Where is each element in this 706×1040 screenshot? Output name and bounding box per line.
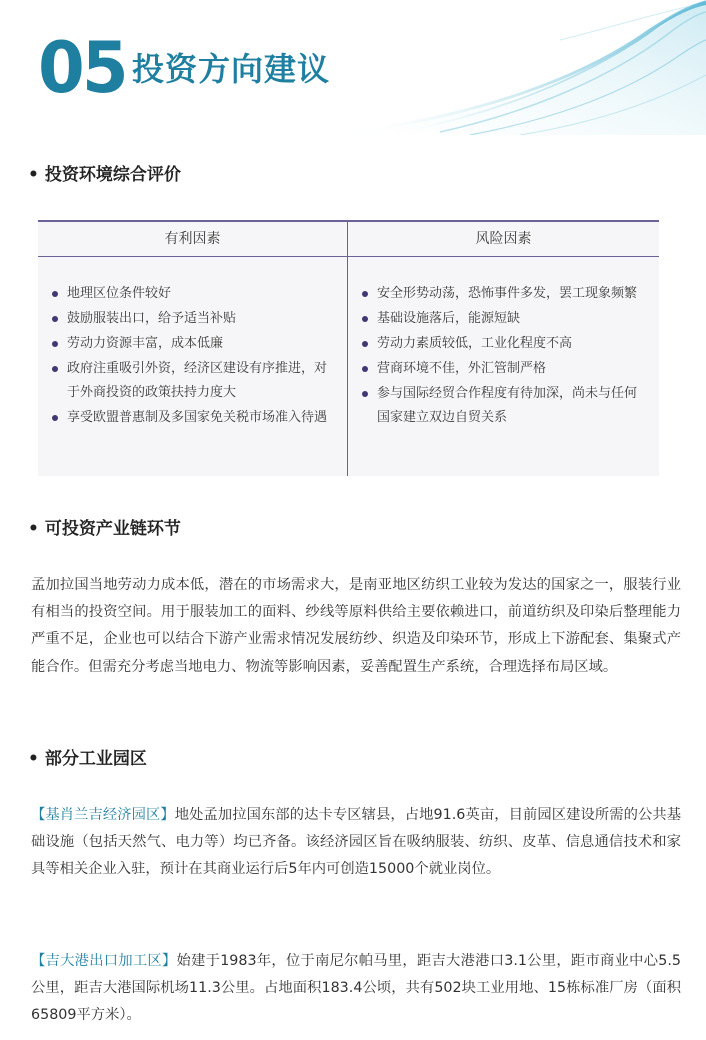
list-item: 安全形势动荡，恐怖事件多发，罢工现象频繁: [361, 282, 647, 306]
heading-env-eval-text: 投资环境综合评价: [44, 165, 181, 185]
heading-industry-chain: [28, 516, 181, 542]
section-title: 投资方向建议: [132, 50, 331, 88]
list-item: 政府注重吸引外资，经济区建设有序推进，对于外商投资的政策扶持力度大: [51, 357, 336, 405]
park-description: 始建于1983年，位于南尼尔帕马里，距吉大港港口3.1公里，距市商业中心5.5公里，距吉大港国际机场11.3公里。占地面积183.4公顷，共有502块工业用地、15栋标准厂房（面积65809平方米）。: [31, 953, 681, 1024]
list-item: 鼓励服装出口，给予适当补贴: [51, 307, 336, 331]
list-item: 参与国际经贸合作程度有待加深，尚未与任何国家建立双边自贸关系: [361, 382, 647, 430]
eval-table: [38, 220, 659, 476]
table-divider: [347, 222, 348, 476]
list-item: 享受欧盟普惠制及多国家免关税市场准入待遇: [51, 406, 336, 430]
park-description: 地处孟加拉国东部的达卡专区辖县，占地91.6英亩，目前园区建设所需的公共基础设施（包括天然气、电力等）均已齐备。该经济园区旨在吸纳服装、纺织、皮革、信息通信技术和家具等相关企业入驻，预计在其商业运行后5年内可创造15000个就业岗位。: [31, 807, 681, 878]
section-number: 05: [38, 27, 126, 109]
column-header-risk: 风险因素: [475, 231, 532, 247]
list-item: 地理区位条件较好: [51, 282, 336, 306]
heading-industrial-parks-text: 部分工业园区: [44, 749, 147, 769]
list-item: 营商环境不佳，外汇管制严格: [361, 357, 647, 381]
industry-chain-paragraph: 孟加拉国当地劳动力成本低，潜在的市场需求大，是南亚地区纺织工业较为发达的国家之一，服装行业有相当的投资空间。用于服装加工的面料、纱线等原料供给主要依赖进口，前道纺织及印染后整理能力严重不足，企业也可以结合下游产业需求情况发展纺纱、织造及印染环节，形成上下游配套、集聚式产能合作。但需充分考虑当地电力、物流等影响因素，妥善配置生产系统，合理选择布局区域。: [31, 577, 681, 675]
park-paragraph: [31, 948, 681, 1030]
bullet-icon: •: [28, 165, 39, 185]
list-item: 劳动力素质较低，工业化程度不高: [361, 332, 647, 356]
table-header-rule: [38, 256, 659, 257]
section-header: [0, 0, 706, 135]
heading-industrial-parks: [28, 746, 147, 772]
favorable-list: [51, 282, 336, 431]
park-paragraph: [31, 802, 681, 884]
risk-list: [361, 282, 647, 431]
column-header-favorable: 有利因素: [164, 231, 221, 247]
bullet-icon: •: [28, 519, 39, 539]
list-item: 劳动力资源丰富，成本低廉: [51, 332, 336, 356]
heading-industry-chain-text: 可投资产业链环节: [44, 519, 181, 539]
park-name: 【吉大港出口加工区】: [31, 953, 177, 969]
list-item: 基础设施落后，能源短缺: [361, 307, 647, 331]
heading-env-eval: [28, 162, 181, 188]
park-name: 【基肖兰吉经济园区】: [31, 807, 175, 823]
bullet-icon: •: [28, 749, 39, 769]
